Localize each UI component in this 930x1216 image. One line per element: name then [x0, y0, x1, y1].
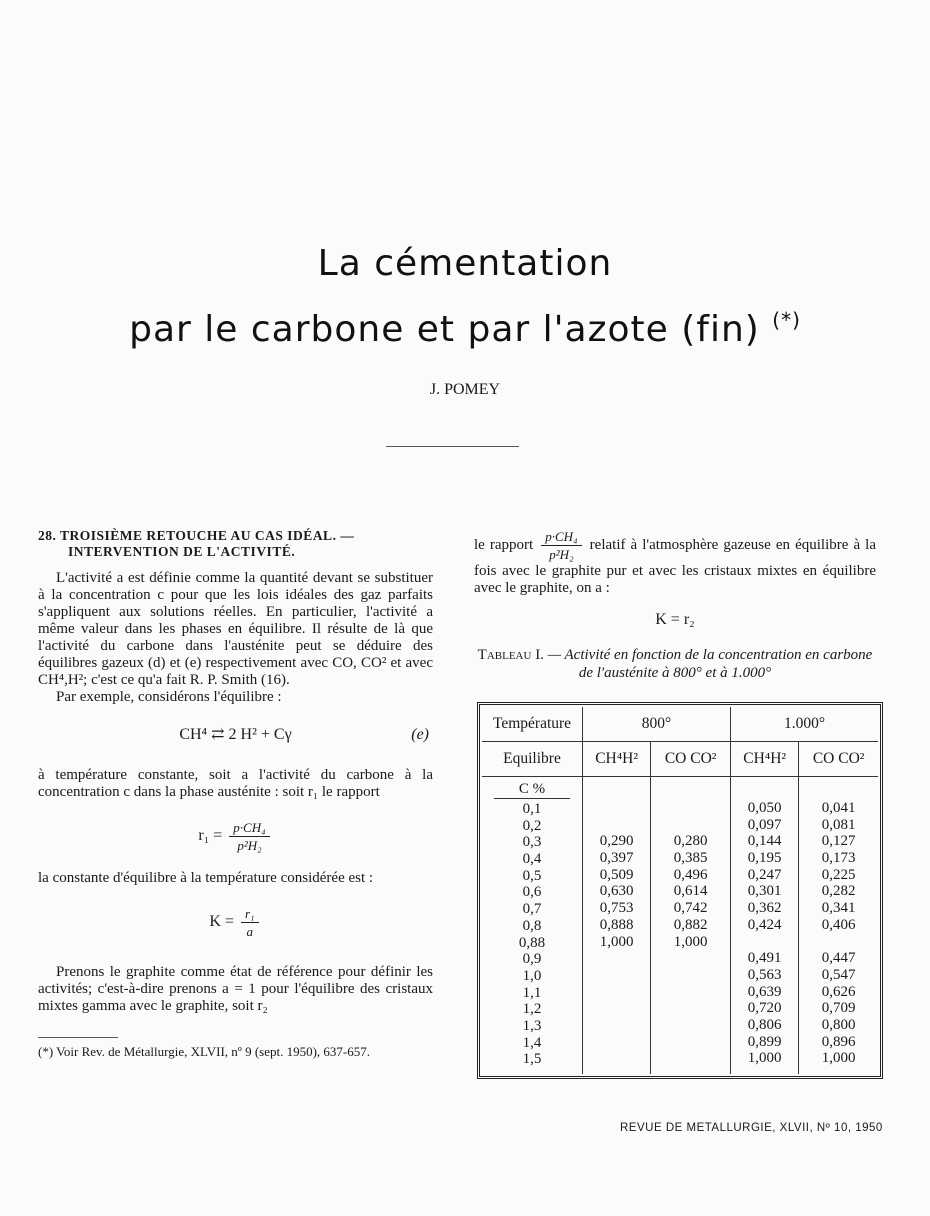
table-cell: 0,247: [747, 866, 782, 883]
paragraph-2: Par exemple, considérons l'équilibre :: [56, 689, 282, 705]
table-cell: 0,5: [522, 867, 542, 884]
table-caption-label: Tableau I.: [477, 647, 544, 663]
table-cell: 0,882: [673, 916, 708, 933]
table-cell: 0,896: [821, 1033, 856, 1050]
table-cell: [587, 1017, 646, 1034]
table-cell: [655, 1000, 726, 1017]
table-header-equilibre: [482, 742, 878, 777]
table-cell: [587, 800, 646, 817]
table-cell: 0,888: [599, 916, 634, 933]
title-divider: [386, 446, 519, 447]
right-column: [474, 528, 876, 682]
table-cell: 0,9: [522, 951, 542, 968]
table-cell: 0,639: [747, 983, 782, 1000]
footnote-rule: [38, 1037, 118, 1038]
table-cell: [587, 950, 646, 967]
column-ch4-1000: [731, 777, 799, 1075]
equation-r1-numerator: p·CH₄: [229, 819, 269, 837]
table-cell: 0,1: [522, 801, 542, 817]
header-temperature: Température: [482, 707, 583, 742]
table-cell: 0,2: [522, 817, 542, 834]
table-cell: 0,144: [747, 833, 782, 850]
column-ch4-800-values: [587, 800, 646, 1067]
header-equilibre: Equilibre: [482, 742, 583, 777]
table-cell: 0,081: [821, 816, 856, 833]
column-co-800-values: [655, 800, 726, 1067]
title-line-2: [0, 308, 930, 350]
equation-r1-lhs: r₁ =: [198, 827, 223, 845]
equation-k: [38, 905, 433, 940]
header-ch4-1000: CH⁴H²: [731, 742, 799, 777]
equation-r1-denominator: p²H₂: [237, 838, 262, 853]
header-1000: 1.000°: [731, 707, 878, 742]
table-header-temperature: [482, 707, 878, 742]
header-co-800: CO CO²: [651, 742, 731, 777]
paragraph-1: L'activité a est définie comme la quantité devant se substituer à la concentration c pour que les lois idéales des gaz parfaits s'appliquent aux solutions réelles. En particulier, l'activité a même valeur dans les phases en équilibre. Il résulte de là que l'activité du carbone dans l'austénite peut se déduire des équilibres gazeux (d) et (e) respectivement avec CO, CO² et avec CH⁴,H²; c'est ce qu'a fait R. P. Smith (16).: [38, 570, 433, 688]
header-800: 800°: [583, 707, 731, 742]
table-cell: [735, 934, 794, 951]
header-c-percent: C %: [494, 781, 570, 799]
equation-e-body: CH⁴ ⇄ 2 H² + Cγ: [179, 726, 292, 743]
table-cell: 0,041: [821, 800, 856, 816]
author: J. POMEY: [429, 381, 501, 398]
equation-k-lhs: K =: [209, 913, 234, 931]
table-cell: 0,547: [821, 966, 856, 983]
table-cell: [655, 800, 726, 817]
table-cell: 0,753: [599, 900, 634, 917]
table-cell: 1,3: [522, 1017, 542, 1034]
table-cell: [587, 1050, 646, 1067]
table-cell: 0,800: [821, 1016, 856, 1033]
ratio-denominator: p²H₂: [549, 547, 574, 562]
table-cell: [655, 967, 726, 984]
running-footer: REVUE DE METALLURGIE, XLVII, Nº 10, 1950: [620, 1122, 883, 1134]
title-line-2-text: par le carbone et par l'azote (fin): [129, 309, 760, 350]
table-cell: 0,8: [522, 917, 542, 934]
table-body-row: [482, 777, 878, 1075]
table-cell: 0,3: [522, 834, 542, 851]
table-cell: 0,709: [821, 1000, 856, 1017]
table-cell: [655, 950, 726, 967]
ratio-lead: le rapport: [474, 536, 534, 553]
column-ch4-800: [583, 777, 651, 1075]
activity-table-grid: [482, 707, 878, 1074]
table-cell: [655, 984, 726, 1001]
table-cell: 0,614: [673, 883, 708, 900]
table-cell: 0,282: [821, 883, 856, 900]
equation-k-r2: K = r₂: [655, 611, 695, 628]
column-co-1000: [799, 777, 878, 1075]
table-cell: 1,4: [522, 1034, 542, 1051]
table-cell: [655, 817, 726, 834]
equation-k-denominator: a: [246, 924, 254, 939]
table-cell: 0,301: [747, 883, 782, 900]
header-co-1000: CO CO²: [799, 742, 878, 777]
table-cell: 1,1: [522, 984, 542, 1001]
table-cell: 1,000: [673, 933, 708, 950]
table-cell: [587, 967, 646, 984]
table-cell: 0,290: [599, 833, 634, 850]
table-cell: [655, 1034, 726, 1051]
table-cell: 0,7: [522, 901, 542, 918]
section-heading: 28. TROISIÈME RETOUCHE AU CAS IDÉAL. — INTERVENTION DE L'ACTIVITÉ.: [38, 528, 355, 559]
table-cell: 0,447: [821, 950, 856, 967]
table-cell: 0,195: [747, 850, 782, 867]
equation-e: [38, 726, 433, 743]
table-cell: 1,000: [747, 1050, 782, 1067]
table-cell: [655, 1050, 726, 1067]
table-cell: 0,626: [821, 983, 856, 1000]
table-cell: 0,050: [747, 800, 782, 816]
column-c: [482, 777, 583, 1075]
table-cell: 0,127: [821, 833, 856, 850]
table-cell: 0,4: [522, 851, 542, 868]
ratio-rest: relatif à l'atmosphère gazeuse en équilibre à la fois avec le graphite pur et avec les cristaux mixtes en équilibre avec le graphite, on a :: [474, 536, 876, 596]
table-cell: 0,173: [821, 850, 856, 867]
left-column: [38, 528, 433, 1059]
table-cell: 0,563: [747, 966, 782, 983]
table-cell: 0,806: [747, 1016, 782, 1033]
header-ch4-800: CH⁴H²: [583, 742, 651, 777]
table-cell: 0,225: [821, 866, 856, 883]
column-ch4-1000-values: [735, 800, 794, 1067]
table-cell: 1,5: [522, 1051, 542, 1068]
table-cell: 0,097: [747, 816, 782, 833]
table-cell: [587, 984, 646, 1001]
table-cell: 0,280: [673, 833, 708, 850]
table-cell: 0,424: [747, 916, 782, 933]
table-cell: 1,000: [821, 1050, 856, 1067]
equation-e-label: (e): [411, 726, 429, 743]
table-cell: 0,385: [673, 850, 708, 867]
table-cell: 0,88: [518, 934, 546, 951]
table-caption: [474, 646, 876, 682]
ratio-fraction: [541, 528, 581, 563]
table-cell: 0,6: [522, 884, 542, 901]
table-cell: 0,899: [747, 1033, 782, 1050]
table-cell: 1,2: [522, 1001, 542, 1018]
table-cell: 0,496: [673, 866, 708, 883]
table-cell: 0,341: [821, 900, 856, 917]
equation-k-fraction: [241, 905, 259, 940]
table-cell: 0,630: [599, 883, 634, 900]
footnote: (*) Voir Rev. de Métallurgie, XLVII, nº 9 (sept. 1950), 637-657.: [38, 1044, 370, 1059]
paragraph-5: Prenons le graphite comme état de référence pour définir les activités; c'est-à-dire prenons a = 1 pour l'équilibre des cristaux mixtes gamma avec le graphite, soit r₂: [38, 964, 433, 1014]
table-cell: 0,397: [599, 850, 634, 867]
equation-r1-fraction: [229, 819, 269, 854]
ratio-numerator: p·CH₄: [541, 528, 581, 546]
table-cell: 1,000: [599, 933, 634, 950]
activity-table: [477, 702, 883, 1079]
table-cell: 0,742: [673, 900, 708, 917]
table-cell: [587, 817, 646, 834]
table-cell: 0,362: [747, 900, 782, 917]
table-cell: 0,509: [599, 866, 634, 883]
table-cell: 1,0: [522, 967, 542, 984]
table-cell: [655, 1017, 726, 1034]
column-co-1000-values: [803, 800, 874, 1067]
table-cell: [587, 1000, 646, 1017]
column-c-values: [486, 801, 578, 1068]
table-cell: 0,406: [821, 916, 856, 933]
equation-r1: [38, 819, 433, 854]
table-caption-text: — Activité en fonction de la concentration en carbone de l'austénite à 800° et à 1.000°: [547, 647, 873, 681]
paragraph-3: à température constante, soit a l'activité du carbone à la concentration c dans la phase austénite : soit r₁ le rapport: [38, 767, 433, 800]
title-line-1: La cémentation: [317, 243, 613, 284]
table-cell: [803, 934, 874, 951]
table-cell: 0,720: [747, 1000, 782, 1017]
table-cell: [587, 1034, 646, 1051]
column-co-800: [651, 777, 731, 1075]
table-cell: 0,491: [747, 950, 782, 967]
paragraph-4: la constante d'équilibre à la température considérée est :: [38, 870, 374, 886]
equation-k-numerator: r₁: [241, 905, 259, 923]
right-paragraph-1: [474, 528, 876, 597]
title-note-mark: (*): [772, 308, 801, 332]
